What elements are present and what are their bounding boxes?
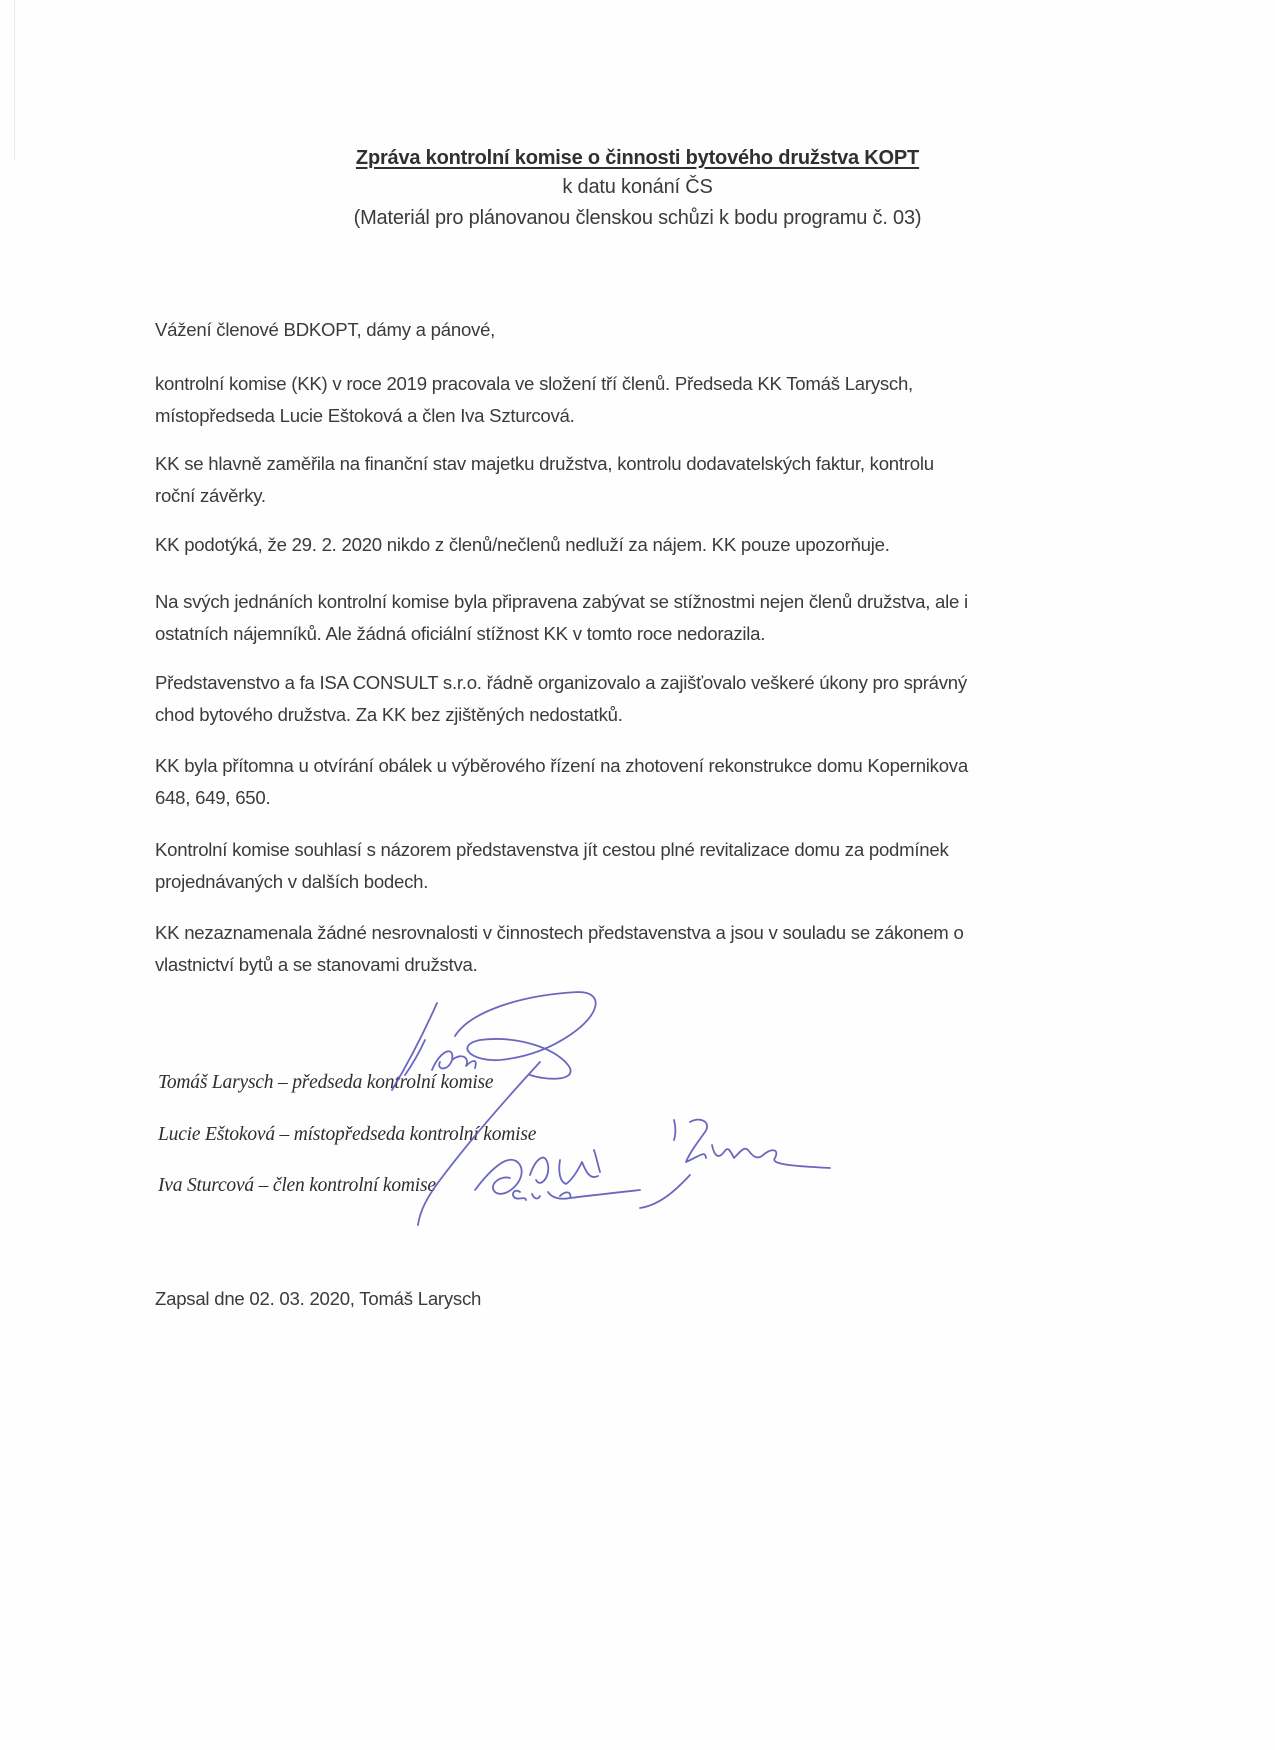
paragraph-line: vlastnictví bytů a se stanovami družstva. (155, 954, 478, 975)
greeting: Vážení členové BDKOPT, dámy a pánové, (155, 319, 496, 340)
paragraph-tender (155, 750, 1105, 814)
footer-record-note: Zapsal dne 02. 03. 2020, Tomáš Larysch (155, 1288, 482, 1309)
paragraph-line: Kontrolní komise souhlasí s názorem představenstva jít cestou plné revitalizace domu za podmínek (155, 839, 949, 860)
paragraph-line: místopředseda Lucie Eštoková a člen Iva Szturcová. (155, 405, 575, 426)
signature-member (513, 1190, 640, 1200)
paragraph-line: projednávaných v dalších bodech. (155, 871, 429, 892)
paragraph-composition (155, 368, 1105, 432)
document-note: (Materiál pro plánovanou členskou schůzi k bodu programu č. 03) (353, 207, 922, 229)
paragraph-line: Na svých jednáních kontrolní komise byla připravena zabývat se stížnostmi nejen členů družstva, ale i (155, 591, 968, 612)
signatory-member: Iva Sturcová – člen kontrolní komise (158, 1175, 436, 1196)
paragraph-line: 648, 649, 650. (155, 787, 271, 808)
paragraph-line: roční závěrky. (155, 485, 266, 506)
paragraph-debts (155, 529, 1105, 561)
paragraph-complaints (155, 586, 1105, 650)
signature-member-right (640, 1120, 830, 1208)
paragraph-line: KK byla přítomna u otvírání obálek u výběrového řízení na zhotovení rekonstrukce domu Kopernikova (155, 755, 968, 776)
paragraph-board (155, 667, 1105, 731)
document-title: Zpráva kontrolní komise o činnosti bytového družstva KOPT (355, 147, 920, 169)
scan-edge-artifact (14, 0, 15, 160)
paragraph-focus (155, 448, 1105, 512)
signature-vice-chairman (475, 1150, 600, 1194)
paragraph-conclusion (155, 917, 1105, 981)
signatory-chairman: Tomáš Larysch – předseda kontrolní komise (158, 1072, 494, 1093)
paragraph-revitalization (155, 834, 1105, 898)
document-subtitle: k datu konání ČS (562, 176, 713, 198)
paragraph-line: KK nezaznamenala žádné nesrovnalosti v činnostech představenstva a jsou v souladu se zákonem o (155, 922, 964, 943)
paragraph-line: ostatních nájemníků. Ale žádná oficiální stížnost KK v tomto roce nedorazila. (155, 623, 766, 644)
paragraph-line: Představenstvo a fa ISA CONSULT s.r.o. řádně organizovalo a zajišťovalo veškeré úkony pro správný (155, 672, 967, 693)
paragraph-line: KK se hlavně zaměřila na finanční stav majetku družstva, kontrolu dodavatelských faktur, kontrolu (155, 453, 934, 474)
paragraph-line: chod bytového družstva. Za KK bez zjištěných nedostatků. (155, 704, 623, 725)
paragraph-line: KK podotýká, že 29. 2. 2020 nikdo z členů/nečlenů nedluží za nájem. KK pouze upozorňuje. (155, 534, 890, 555)
signatory-vice-chairman: Lucie Eštoková – místopředseda kontrolní komise (158, 1124, 537, 1145)
paragraph-line: kontrolní komise (KK) v roce 2019 pracovala ve složení tří členů. Předseda KK Tomáš Larysch, (155, 373, 913, 394)
